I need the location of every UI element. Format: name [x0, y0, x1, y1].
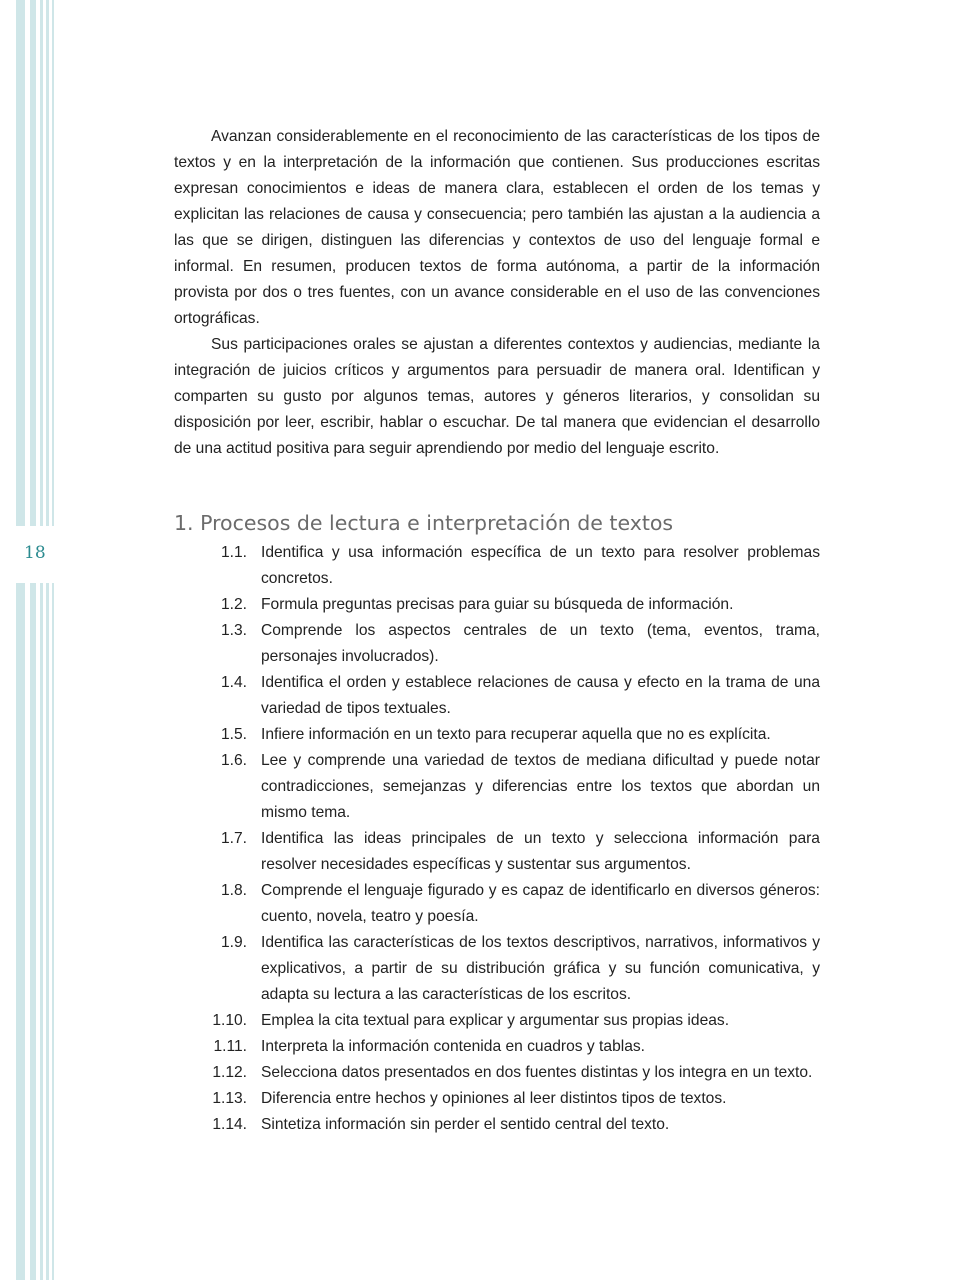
page-number: 18: [24, 543, 46, 563]
item-text: Emplea la cita textual para explicar y argumentar sus propias ideas.: [261, 1012, 730, 1029]
item-text: Interpreta la información contenida en cuadros y tablas.: [261, 1038, 646, 1055]
item-number: 1.11.: [213, 1038, 247, 1055]
item-number: 1.4.: [220, 674, 247, 691]
list-item: [174, 826, 820, 878]
paragraph: Avanzan considerablemente en el reconocimiento de las características de los tipos de textos y en la interpretación de la información que contienen. Sus producciones escritas expresan conocimientos e ideas de manera clara, establecen el orden de los temas y explicitan las relaciones de causa y consecuencia; pero también las ajustan a la audiencia a las que se dirigen, distinguen las diferencias y contextos de uso del lenguaje formal e informal. En resumen, producen textos de forma autónoma, a partir de la información provista por dos o tres fuentes, con un avance considerable en el uso de las convenciones ortográficas.: [174, 128, 820, 327]
item-text: Identifica el orden y establece relaciones de causa y efecto en la trama de una variedad de tipos textuales.: [261, 674, 820, 717]
item-number: 1.14.: [212, 1116, 247, 1133]
item-text: Identifica las características de los textos descriptivos, narrativos, informativos y explicativos, a partir de su distribución gráfica y su función comunicativa, y adapta su lectura a las características de los escritos.: [261, 934, 820, 1003]
paragraph: Sus participaciones orales se ajustan a diferentes contextos y audiencias, mediante la integración de juicios críticos y argumentos para persuadir de manera oral. Identifican y comparten su gusto por algunos temas, autores y géneros literarios, y consolidan su disposición por leer, escribir, hablar o escuchar. De tal manera que evidencian el desarrollo de una actitud positiva para seguir aprendiendo por medio del lenguaje escrito.: [174, 336, 820, 457]
list-item: [174, 618, 820, 670]
item-number: 1.7.: [220, 830, 247, 847]
item-text: Identifica y usa información específica de un texto para resolver problemas concretos.: [261, 544, 820, 587]
body-text: [174, 124, 820, 462]
decorative-stripes-top: [0, 0, 60, 526]
list-item: [174, 1060, 820, 1086]
list-item: [174, 1112, 820, 1138]
item-number: 1.8.: [220, 882, 247, 899]
list-item: [174, 592, 820, 618]
item-text: Identifica las ideas principales de un texto y selecciona información para resolver necesidades específicas y sustentar sus argumentos.: [261, 830, 820, 873]
list-item: [174, 878, 820, 930]
list-item: [174, 722, 820, 748]
item-text: Formula preguntas precisas para guiar su búsqueda de información.: [261, 596, 734, 613]
item-number: 1.1.: [220, 544, 247, 561]
item-text: Infiere información en un texto para recuperar aquella que no es explícita.: [261, 726, 771, 743]
list-item: [174, 1086, 820, 1112]
item-text: Sintetiza información sin perder el sentido central del texto.: [261, 1116, 670, 1133]
item-text: Comprende los aspectos centrales de un texto (tema, eventos, trama, personajes involucrados).: [261, 622, 820, 665]
item-text: Comprende el lenguaje figurado y es capaz de identificarlo en diversos géneros: cuento, novela, teatro y poesía.: [261, 882, 820, 925]
list-item: [174, 1034, 820, 1060]
list-item: [174, 670, 820, 722]
item-number: 1.2.: [220, 596, 247, 613]
item-number: 1.5.: [220, 726, 247, 743]
list-item: [174, 1008, 820, 1034]
item-number: 1.3.: [220, 622, 247, 639]
decorative-stripes-bottom: [0, 583, 60, 1280]
section-heading: 1. Procesos de lectura e interpretación de textos: [174, 511, 674, 535]
item-number: 1.13.: [212, 1090, 247, 1107]
item-number: 1.12.: [212, 1064, 247, 1081]
item-number: 1.6.: [220, 752, 247, 769]
list-item: [174, 748, 820, 826]
list-item: [174, 930, 820, 1008]
item-number: 1.10.: [212, 1012, 247, 1029]
criteria-list: [174, 540, 820, 1138]
item-text: Diferencia entre hechos y opiniones al leer distintos tipos de textos.: [261, 1090, 727, 1107]
list-item: [174, 540, 820, 592]
item-text: Lee y comprende una variedad de textos de mediana dificultad y puede notar contradicciones, semejanzas y diferencias entre los textos que abordan un mismo tema.: [261, 752, 820, 821]
item-number: 1.9.: [220, 934, 247, 951]
item-text: Selecciona datos presentados en dos fuentes distintas y los integra en un texto.: [261, 1064, 813, 1081]
